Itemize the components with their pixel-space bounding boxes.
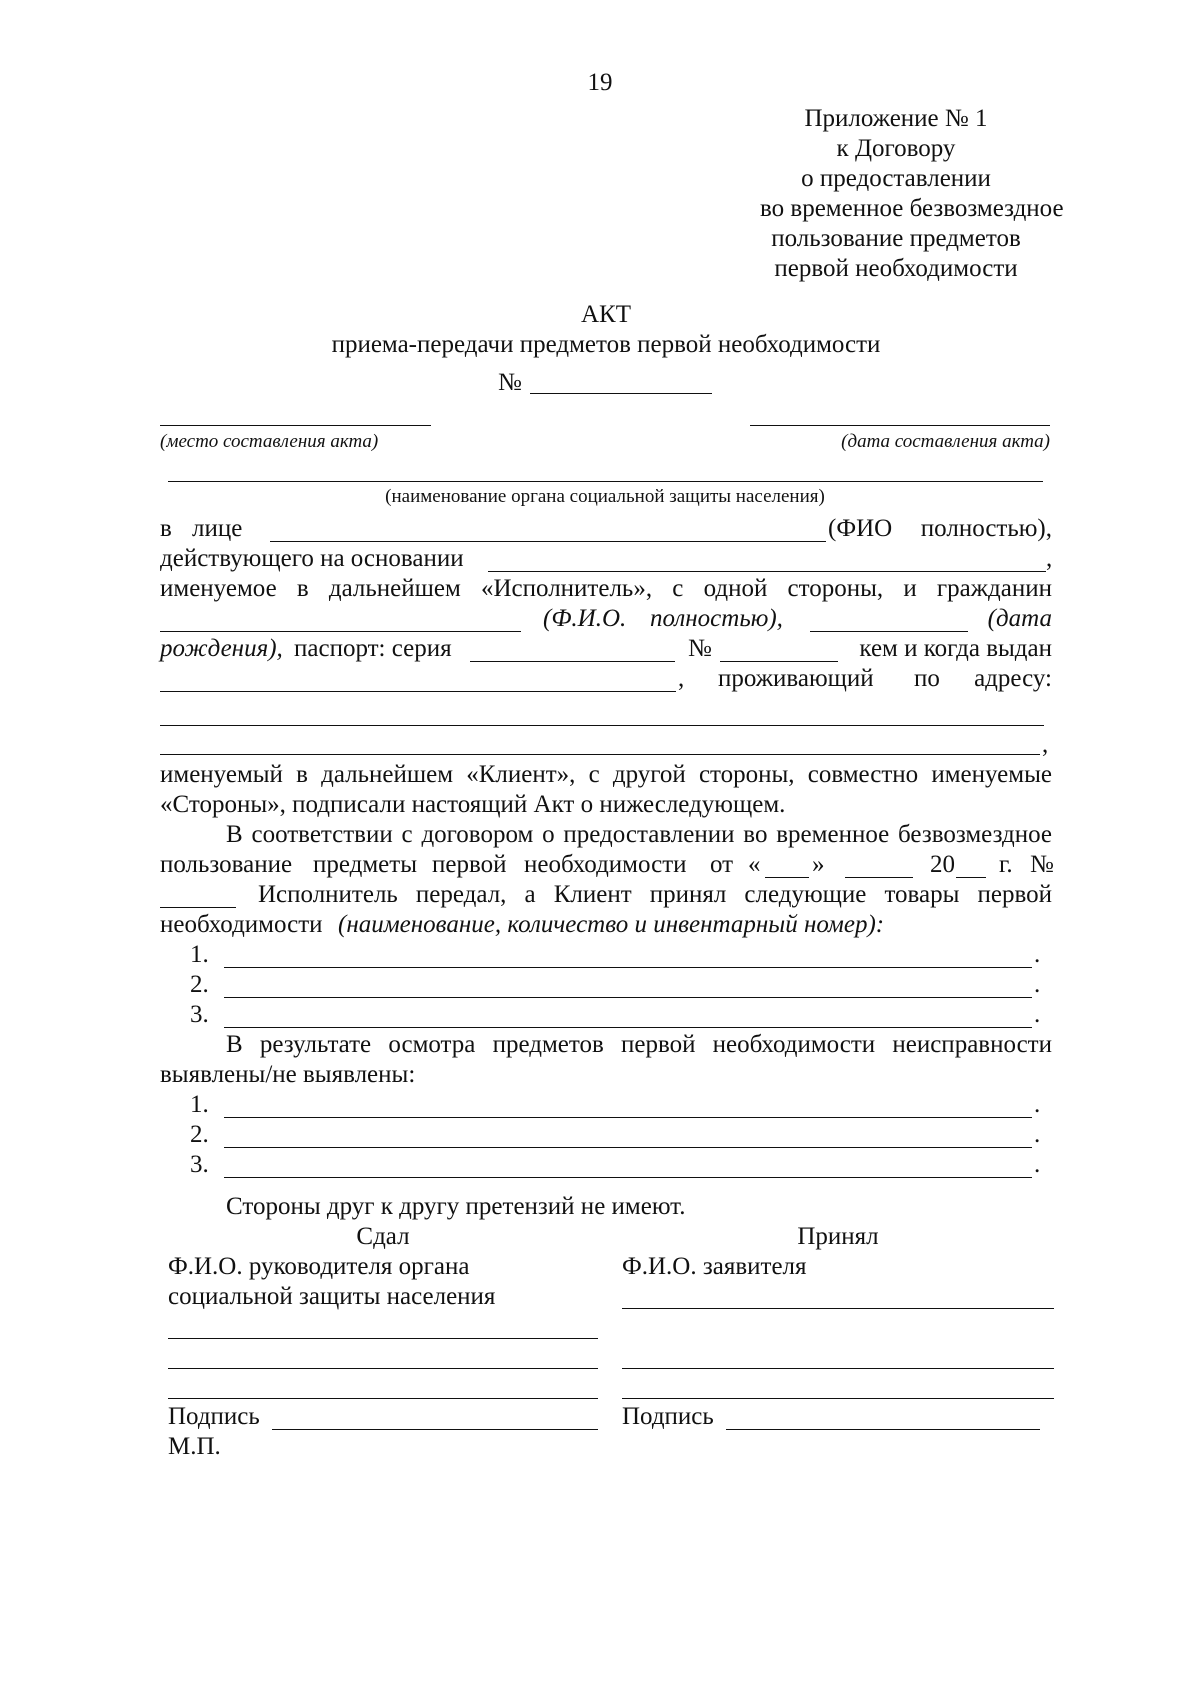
text-comma: , [1046, 545, 1053, 572]
list-number: 3. [190, 1001, 209, 1028]
text-year-20: 20 [930, 851, 955, 878]
text-contract-number-sign: № [1030, 851, 1054, 878]
text-revealed: выявлены/не выявлены: [160, 1061, 416, 1088]
list-number: 1. [190, 941, 209, 968]
head-name-field-2[interactable] [168, 1368, 598, 1369]
organ-caption: (наименование органа социальной защиты населения) [385, 486, 825, 507]
address-field-1[interactable] [160, 725, 1044, 726]
text-from: от [710, 851, 734, 878]
date-caption: (дата составления акта) [841, 431, 1050, 452]
text-no-claims: Стороны друг к другу претензий не имеют. [226, 1193, 686, 1220]
text-accordance: В соответствии с договором о предоставлении во временное безвозмездное [226, 821, 1052, 848]
text-residing-address: адресу: [974, 665, 1052, 692]
list-period: . [1034, 1091, 1041, 1118]
text-fullname-italic: полностью), [650, 605, 783, 632]
text-issued: кем и когда выдан [859, 635, 1052, 662]
list-period: . [1034, 1121, 1041, 1148]
text-fullname: полностью), [920, 515, 1052, 542]
act-number-label: № [498, 369, 522, 396]
text-named-client: именуемый в дальнейшем «Клиент», с другой стороны, совместно именуемые [160, 761, 1052, 788]
birth-date-field[interactable] [810, 631, 968, 632]
list-number: 1. [190, 1091, 209, 1118]
list-period: . [1034, 1151, 1041, 1178]
text-quote-open: « [748, 851, 761, 878]
appendix-line: к Договору [836, 135, 956, 162]
text-first: первой [432, 851, 507, 878]
text-quote-close: » [812, 851, 825, 878]
passport-series-field[interactable] [470, 661, 675, 662]
text-signed: «Стороны», подписали настоящий Акт о нижеследующем. [160, 791, 786, 818]
left-signer-title-2: социальной защиты населения [168, 1283, 496, 1310]
item-field-1[interactable] [224, 967, 1032, 968]
left-sign-label: Подпись [168, 1403, 260, 1430]
applicant-name-field-3[interactable] [622, 1398, 1054, 1399]
text-inspection: В результате осмотра предметов первой необходимости неисправности [226, 1031, 1052, 1058]
citizen-name-field[interactable] [160, 631, 521, 632]
text-necessity-italic: (наименование, количество и инвентарный номер): [338, 911, 885, 938]
text-fio-italic: (Ф.И.О. [543, 605, 627, 632]
defect-field-1[interactable] [224, 1117, 1032, 1118]
appendix-line: первой необходимости [774, 255, 1018, 282]
appendix-line: во временное безвозмездное [760, 195, 1064, 222]
date-field[interactable] [750, 425, 1050, 426]
contract-number-field[interactable] [160, 907, 236, 908]
list-period: . [1034, 971, 1041, 998]
basis-field[interactable] [488, 571, 1046, 572]
document-title: АКТ [581, 301, 631, 328]
act-number-field[interactable] [530, 393, 712, 394]
list-number: 2. [190, 971, 209, 998]
text-passport-series: паспорт: серия [294, 635, 452, 662]
contract-day-field[interactable] [765, 877, 809, 878]
text-number-sign: № [688, 635, 712, 662]
right-signature-field[interactable] [726, 1429, 1040, 1430]
text-named-executor: именуемое в дальнейшем «Исполнитель», с одной стороны, и гражданин [160, 575, 1052, 602]
left-signer-title: Ф.И.О. руководителя органа [168, 1253, 470, 1280]
defect-field-3[interactable] [224, 1177, 1032, 1178]
document-subtitle: приема-передачи предметов первой необходимости [331, 331, 881, 358]
text-necessity: необходимости [524, 851, 687, 878]
text-litse: лице [192, 515, 243, 542]
text-date-italic: (дата [987, 605, 1052, 632]
list-number: 2. [190, 1121, 209, 1148]
applicant-name-field-2[interactable] [622, 1368, 1054, 1369]
right-signer-title: Ф.И.О. заявителя [622, 1253, 807, 1280]
text-residing: проживающий [718, 665, 874, 692]
applicant-name-field-1[interactable] [622, 1308, 1054, 1309]
stamp-place: М.П. [168, 1433, 221, 1460]
organ-name-field[interactable] [168, 481, 1043, 482]
text-comma-2: , [678, 665, 685, 692]
appendix-line: Приложение № 1 [804, 105, 988, 132]
item-field-2[interactable] [224, 997, 1032, 998]
text-transferred: Исполнитель передал, а Клиент принял следующие товары первой [258, 881, 1052, 908]
page-number: 19 [587, 69, 613, 96]
address-field-2[interactable] [160, 754, 1040, 755]
head-name-field-1[interactable] [168, 1338, 598, 1339]
text-usage: пользование [160, 851, 293, 878]
contract-year-field[interactable] [956, 877, 986, 878]
right-signature-header: Принял [797, 1223, 879, 1250]
list-period: . [1034, 1001, 1041, 1028]
defect-field-2[interactable] [224, 1147, 1032, 1148]
place-caption: (место составления акта) [160, 431, 379, 452]
place-field[interactable] [160, 425, 431, 426]
text-fio: (ФИО [828, 515, 893, 542]
left-signature-header: Сдал [356, 1223, 410, 1250]
representative-name-field[interactable] [270, 541, 826, 542]
appendix-line: пользование предметов [771, 225, 1021, 252]
right-sign-label: Подпись [622, 1403, 714, 1430]
text-comma-3: , [1042, 731, 1049, 758]
list-number: 3. [190, 1151, 209, 1178]
text-year-g: г. [999, 851, 1013, 878]
text-v: в [160, 515, 172, 542]
text-necessity-plain: необходимости [160, 911, 323, 938]
item-field-3[interactable] [224, 1027, 1032, 1028]
list-period: . [1034, 941, 1041, 968]
left-signature-field[interactable] [272, 1429, 598, 1430]
text-acting-basis: действующего на основании [160, 545, 464, 572]
contract-month-field[interactable] [845, 877, 913, 878]
text-items: предметы [313, 851, 418, 878]
issued-by-field[interactable] [160, 691, 676, 692]
passport-number-field[interactable] [720, 661, 838, 662]
appendix-line: о предоставлении [801, 165, 991, 192]
head-name-field-3[interactable] [168, 1398, 598, 1399]
text-birth-italic: рождения), [160, 635, 283, 662]
text-residing-po: по [914, 665, 940, 692]
